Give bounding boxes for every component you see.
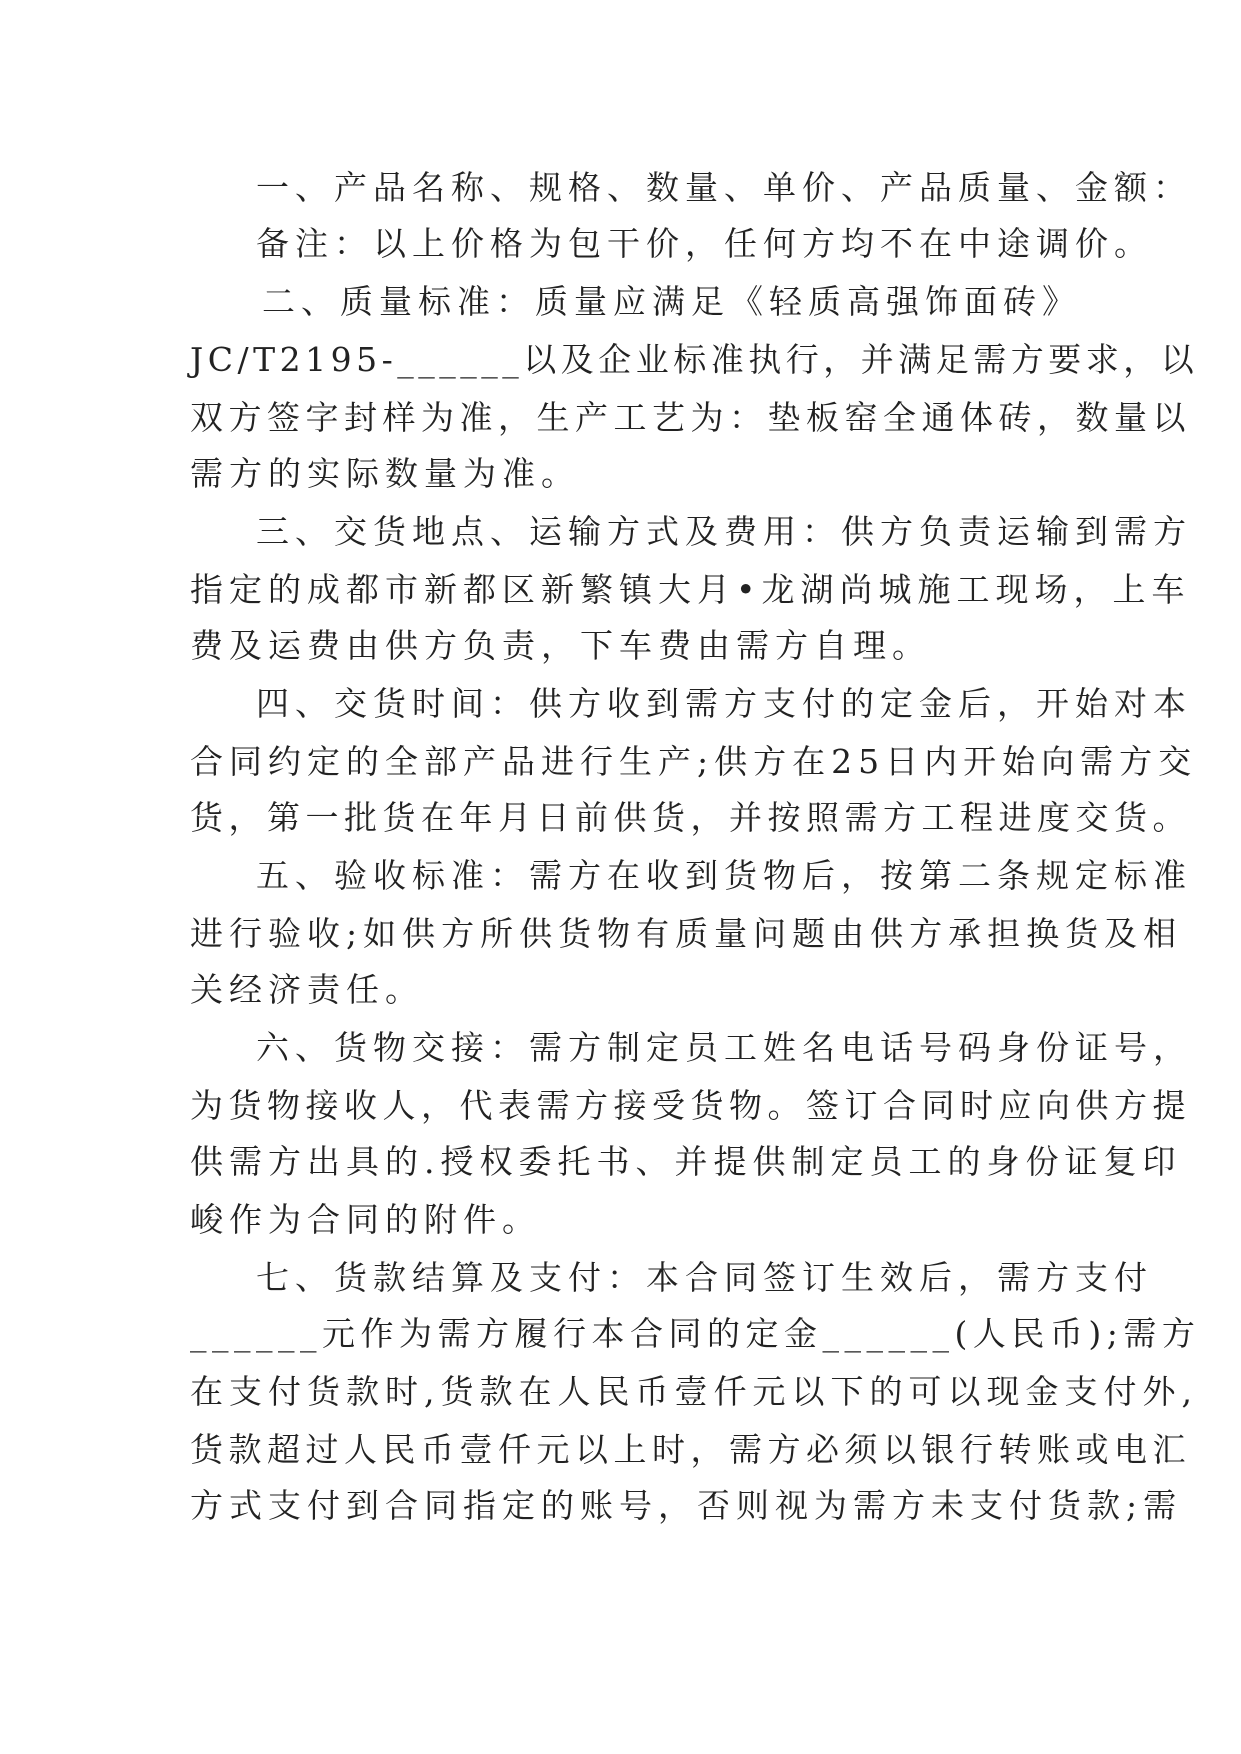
clause-7-text: 七、货款结算及支付：本合同签订生效后，需方支付 bbox=[256, 1258, 1153, 1297]
clause-7-line-4: 货款超过人民币壹仟元以上时，需方必须以银行转账或电汇 bbox=[190, 1430, 1191, 1469]
clause-2-line-4: 需方的实际数量为准。 bbox=[190, 454, 580, 493]
clause-6-line-3: 供需方出具的.授权委托书、并提供制定员工的身份证复印 bbox=[190, 1142, 1182, 1181]
clause-5-line-2: 进行验收;如供方所供货物有质量问题由供方承担换货及相 bbox=[190, 914, 1183, 953]
remark-text: 备注：以上价格为包干价，任何方均不在中途调价。 bbox=[256, 224, 1153, 263]
clause-7-line-5: 方式支付到合同指定的账号，否则视为需方未支付货款;需 bbox=[190, 1486, 1183, 1525]
clause-2-text: 二、质量标准：质量应满足《轻质高强饰面砖》 bbox=[262, 282, 1081, 321]
clause-5-line-3: 关经济责任。 bbox=[190, 970, 424, 1009]
clause-3-line-2: 指定的成都市新都区新繁镇大月•龙湖尚城施工现场，上车 bbox=[190, 570, 1191, 609]
clause-6-line-4: 峻作为合同的附件。 bbox=[190, 1200, 541, 1239]
clause-2-line-3: 双方签字封样为准，生产工艺为：垫板窑全通体砖，数量以 bbox=[190, 398, 1191, 437]
clause-4-line-3: 货，第一批货在年月日前供货，并按照需方工程进度交货。 bbox=[190, 798, 1191, 837]
clause-4-line-2: 合同约定的全部产品进行生产;供方在25日内开始向需方交 bbox=[190, 742, 1198, 781]
clause-1-text: 一、产品名称、规格、数量、单价、产品质量、金额： bbox=[256, 168, 1192, 207]
clause-6-text: 六、货物交接：需方制定员工姓名电话号码身份证号， bbox=[256, 1028, 1192, 1067]
clause-2-line-2: JC/T2195-______以及企业标准执行，并满足需方要求，以 bbox=[190, 340, 1199, 379]
clause-7-line-2: ______元作为需方履行本合同的定金______(人民币);需方 bbox=[190, 1314, 1201, 1353]
clause-3-text: 三、交货地点、运输方式及费用：供方负责运输到需方 bbox=[256, 512, 1192, 551]
clause-7-line-3: 在支付货款时,货款在人民币壹仟元以下的可以现金支付外, bbox=[190, 1372, 1198, 1411]
clause-4-text: 四、交货时间：供方收到需方支付的定金后，开始对本 bbox=[256, 684, 1192, 723]
clause-6-line-2: 为货物接收人，代表需方接受货物。签订合同时应向供方提 bbox=[190, 1086, 1191, 1125]
clause-5-text: 五、验收标准：需方在收到货物后，按第二条规定标准 bbox=[256, 856, 1192, 895]
clause-3-line-3: 费及运费由供方负责，下车费由需方自理。 bbox=[190, 626, 931, 665]
